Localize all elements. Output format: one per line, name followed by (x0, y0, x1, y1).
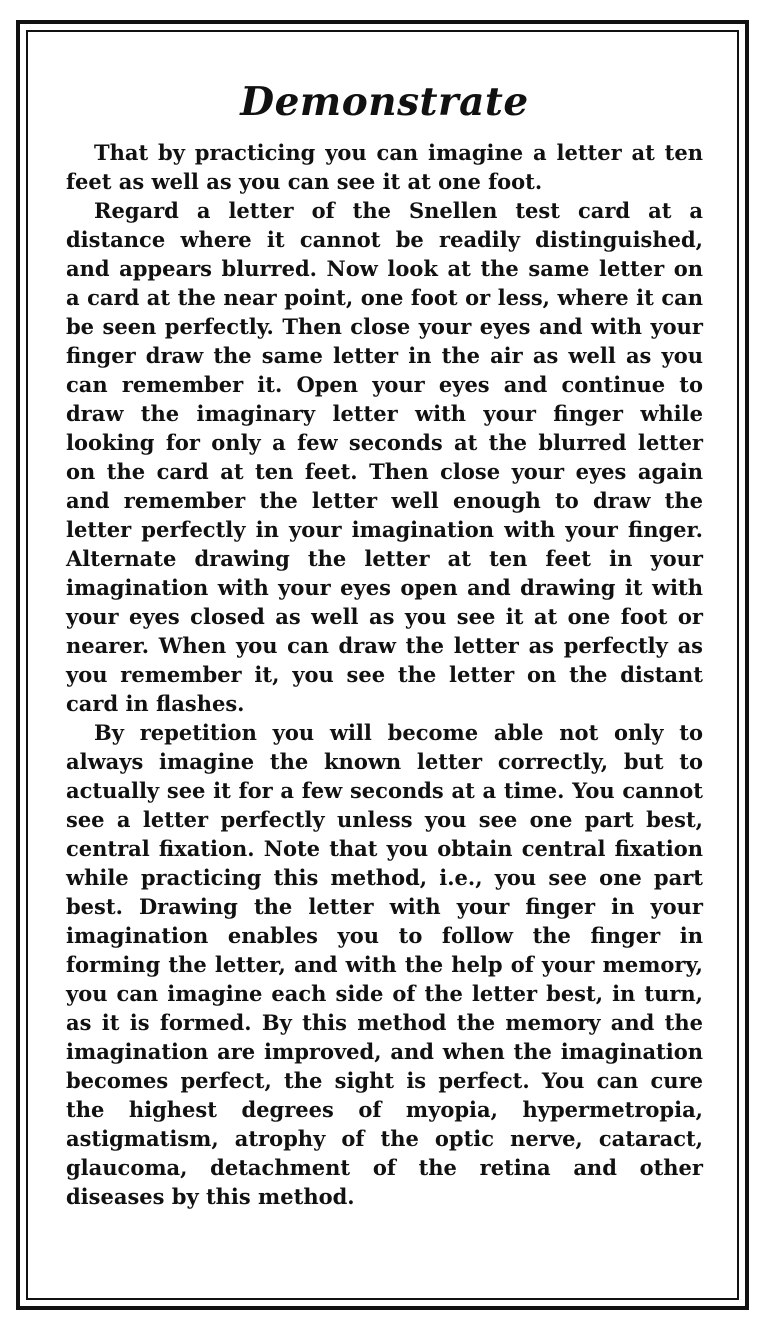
paragraph-method: Regard a letter of the Snellen test card at a distance where it cannot be readily distinguished, and appears blurred. Now look at the same letter on a card at the near point, one foot or less, where it can be seen perfectly. Then close your eyes and with your finger draw the same letter in the air as well as you can remember it. Open your eyes and continue to draw the imaginary letter with your finger while looking for only a few seconds at the blurred letter on the card at ten feet. Then close your eyes again and remember the letter well enough to draw the letter perfectly in your imagination with your finger. Alternate drawing the letter at ten feet in your imagination with your eyes open and drawing it with your eyes closed as well as you see it at one foot or nearer. When you can draw the letter as perfectly as you remember it, you see the letter on the distant card in flashes. (66, 198, 703, 716)
page-title: Demonstrate (240, 79, 529, 125)
paragraph-intro: That by practicing you can imagine a letter at ten feet as well as you can see it at one foot. (66, 140, 703, 194)
article-body (66, 72, 703, 1211)
paragraph-repetition: By repetition you will become able not only to always imagine the known letter correctly, but to actually see it for a few seconds at a time. You cannot see a letter perfectly unless you see one part best, central fixation. Note that you obtain central fixation while practicing this method, i.e., you see one part best. Drawing the letter with your finger in your imagination enables you to follow the finger in forming the letter, and with the help of your memory, you can imagine each side of the letter best, in turn, as it is formed. By this method the memory and the imagination are improved, and when the imagination becomes perfect, the sight is perfect. You can cure the highest degrees of myopia, hypermetropia, astigmatism, atrophy of the optic nerve, cataract, glaucoma, detachment of the retina and other diseases by this method. (66, 720, 703, 1209)
inner-border (26, 30, 739, 1300)
outer-border (16, 20, 749, 1310)
